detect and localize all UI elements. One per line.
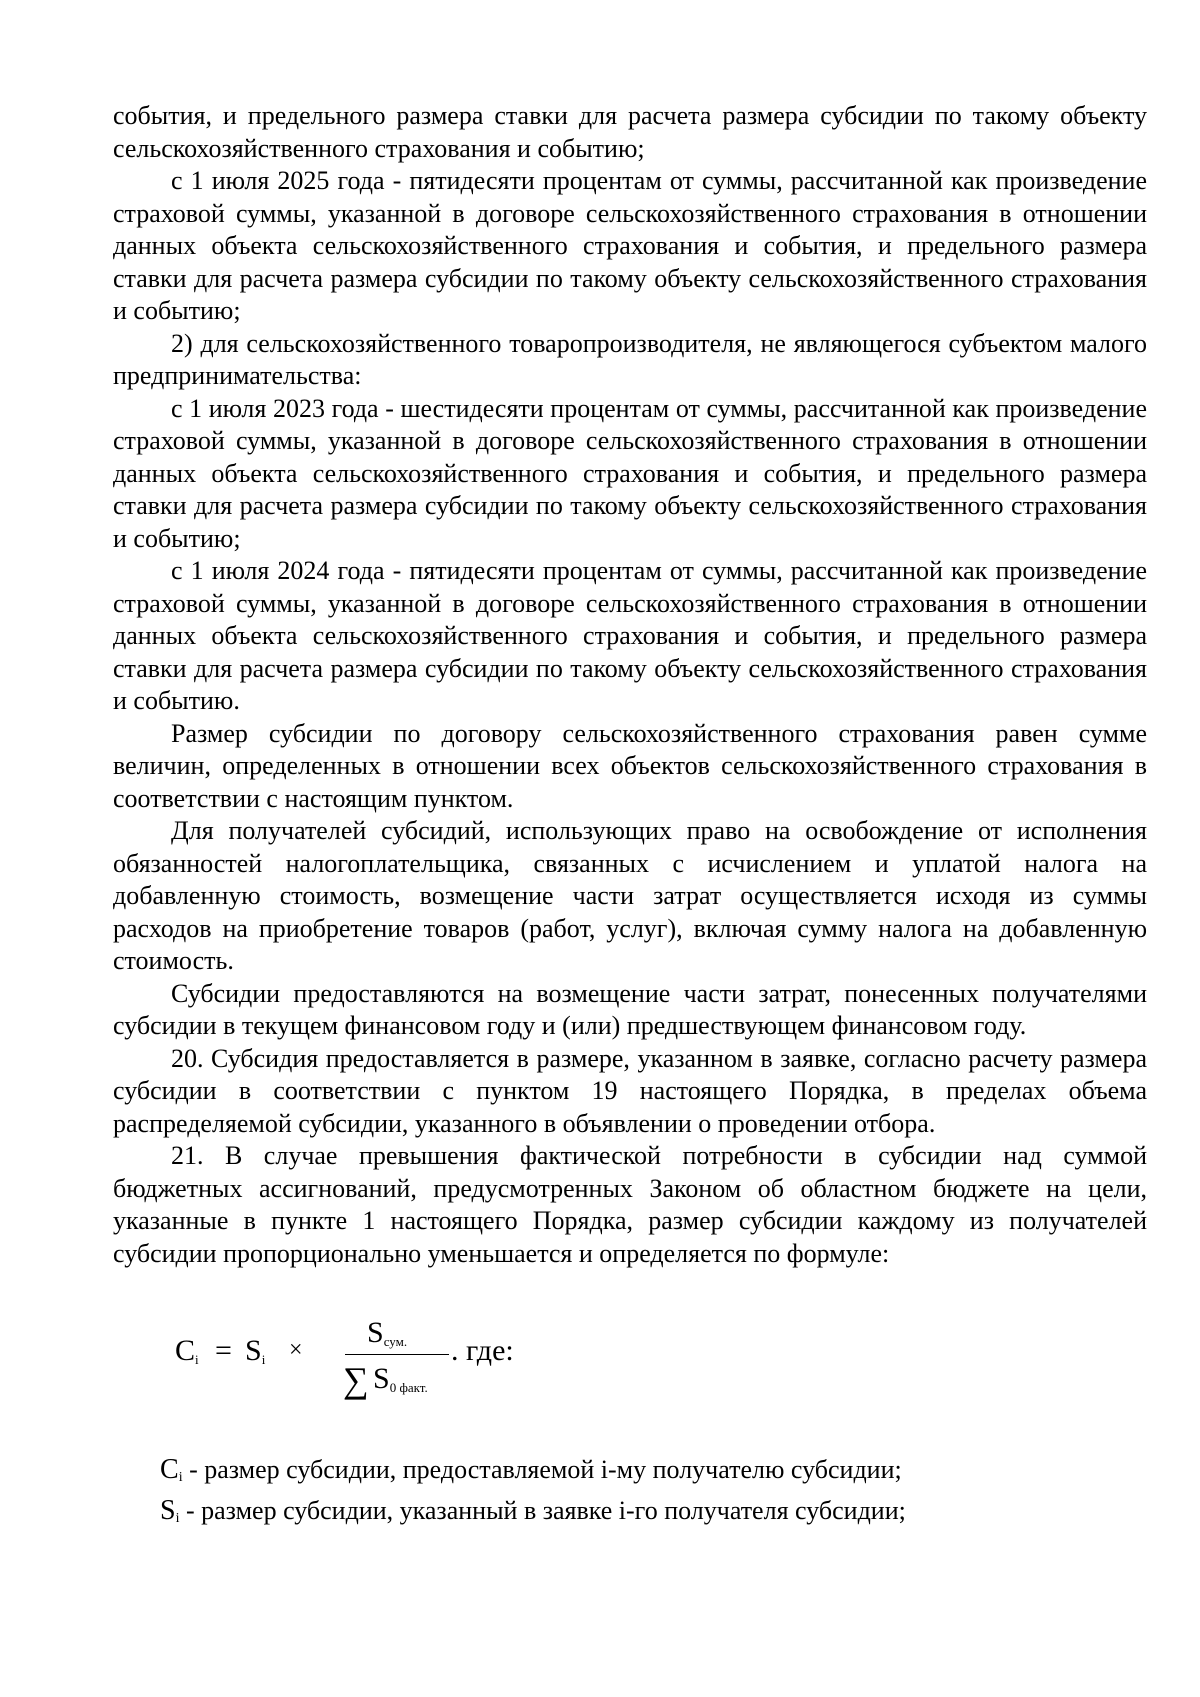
formula-equals: = (215, 1334, 232, 1367)
formula-numerator: $S_{сум.}$ (367, 1316, 408, 1349)
formula-s: $S_i$ (245, 1334, 266, 1367)
paragraph: с 1 июля 2025 года - пятидесяти процентам от суммы, рассчитанной как произведение страховой суммы, указанной в договоре сельскохозяйственного страхования в отношении данных объекта сельскохозяйственного страхования и события, и предельного размера ставки для расчета размера субсидии по такому объекту сельскохозяйственного страхования и событию; (113, 166, 1147, 325)
formula-denominator: $S_{0 факт.}$ (373, 1362, 428, 1395)
paragraph: 20. Субсидия предоставляется в размере, указанном в заявке, согласно расчету размера субсидии в соответствии с пунктом 19 настоящего Порядка, в пределах объема распределяемой субсидии, указанного в объявлении о проведении отбора. (113, 1043, 1147, 1138)
definition-symbol: $S_i$ (160, 1494, 180, 1526)
paragraph: Субсидии предоставляются на возмещение части затрат, понесенных получателями субсидии в текущем финансовом году и (или) предшествующем финансовом году. (113, 978, 1147, 1040)
sum-symbol: ∑ (343, 1360, 369, 1400)
subsidy-formula (175, 1306, 1147, 1424)
definition-symbol: $C_i$ (160, 1454, 183, 1485)
fraction-line (345, 1354, 449, 1355)
formula-times: × (289, 1337, 303, 1363)
formula-lhs: $C_i$ (175, 1334, 199, 1367)
paragraph: 2) для сельскохозяйственного товаропроизводителя, не являющегося субъектом малого предпринимательства: (113, 328, 1147, 390)
paragraph: Для получателей субсидий, использующих право на освобождение от исполнения обязанностей налогоплательщика, связанных с исчислением и уплатой налога на добавленную стоимость, возмещение части затрат осуществляется исходя из суммы расходов на приобретение товаров (работ, услуг), включая сумму налога на добавленную стоимость. (113, 816, 1147, 975)
definition-text: - размер субсидии, указанный в заявке i-го получателя субсидии; (179, 1495, 906, 1525)
definition-item (113, 1495, 1147, 1536)
formula-tail: . где: (451, 1334, 514, 1367)
body-text (113, 100, 1147, 1270)
paragraph: с 1 июля 2024 года - пятидесяти процентам от суммы, рассчитанной как произведение страховой суммы, указанной в договоре сельскохозяйственного страхования в отношении данных объекта сельскохозяйственного страхования и события, и предельного размера ставки для расчета размера субсидии по такому объекту сельскохозяйственного страхования и событию. (113, 556, 1147, 715)
paragraph: с 1 июля 2023 года - шестидесяти процентам от суммы, рассчитанной как произведение страховой суммы, указанной в договоре сельскохозяйственного страхования в отношении данных объекта сельскохозяйственного страхования и события, и предельного размера ставки для расчета размера субсидии по такому объекту сельскохозяйственного страхования и событию; (113, 393, 1147, 553)
definitions (113, 1454, 1147, 1535)
definition-text: - размер субсидии, предоставляемой i-му получателю субсидии; (182, 1455, 902, 1484)
paragraph: 21. В случае превышения фактической потребности в субсидии над суммой бюджетных ассигнований, предусмотренных Законом об областном бюджете на цели, указанные в пункте 1 настоящего Порядка, размер субсидии каждому из получателей субсидии пропорционально уменьшается и определяется по формуле: (113, 1141, 1147, 1268)
paragraph: Размер субсидии по договору сельскохозяйственного страхования равен сумме величин, определенных в отношении всех объектов сельскохозяйственного страхования в соответствии с настоящим пунктом. (113, 718, 1147, 813)
paragraph: события, и предельного размера ставки для расчета размера субсидии по такому объекту сельскохозяйственного страхования и событию; (113, 101, 1147, 163)
definition-item (113, 1454, 1147, 1495)
